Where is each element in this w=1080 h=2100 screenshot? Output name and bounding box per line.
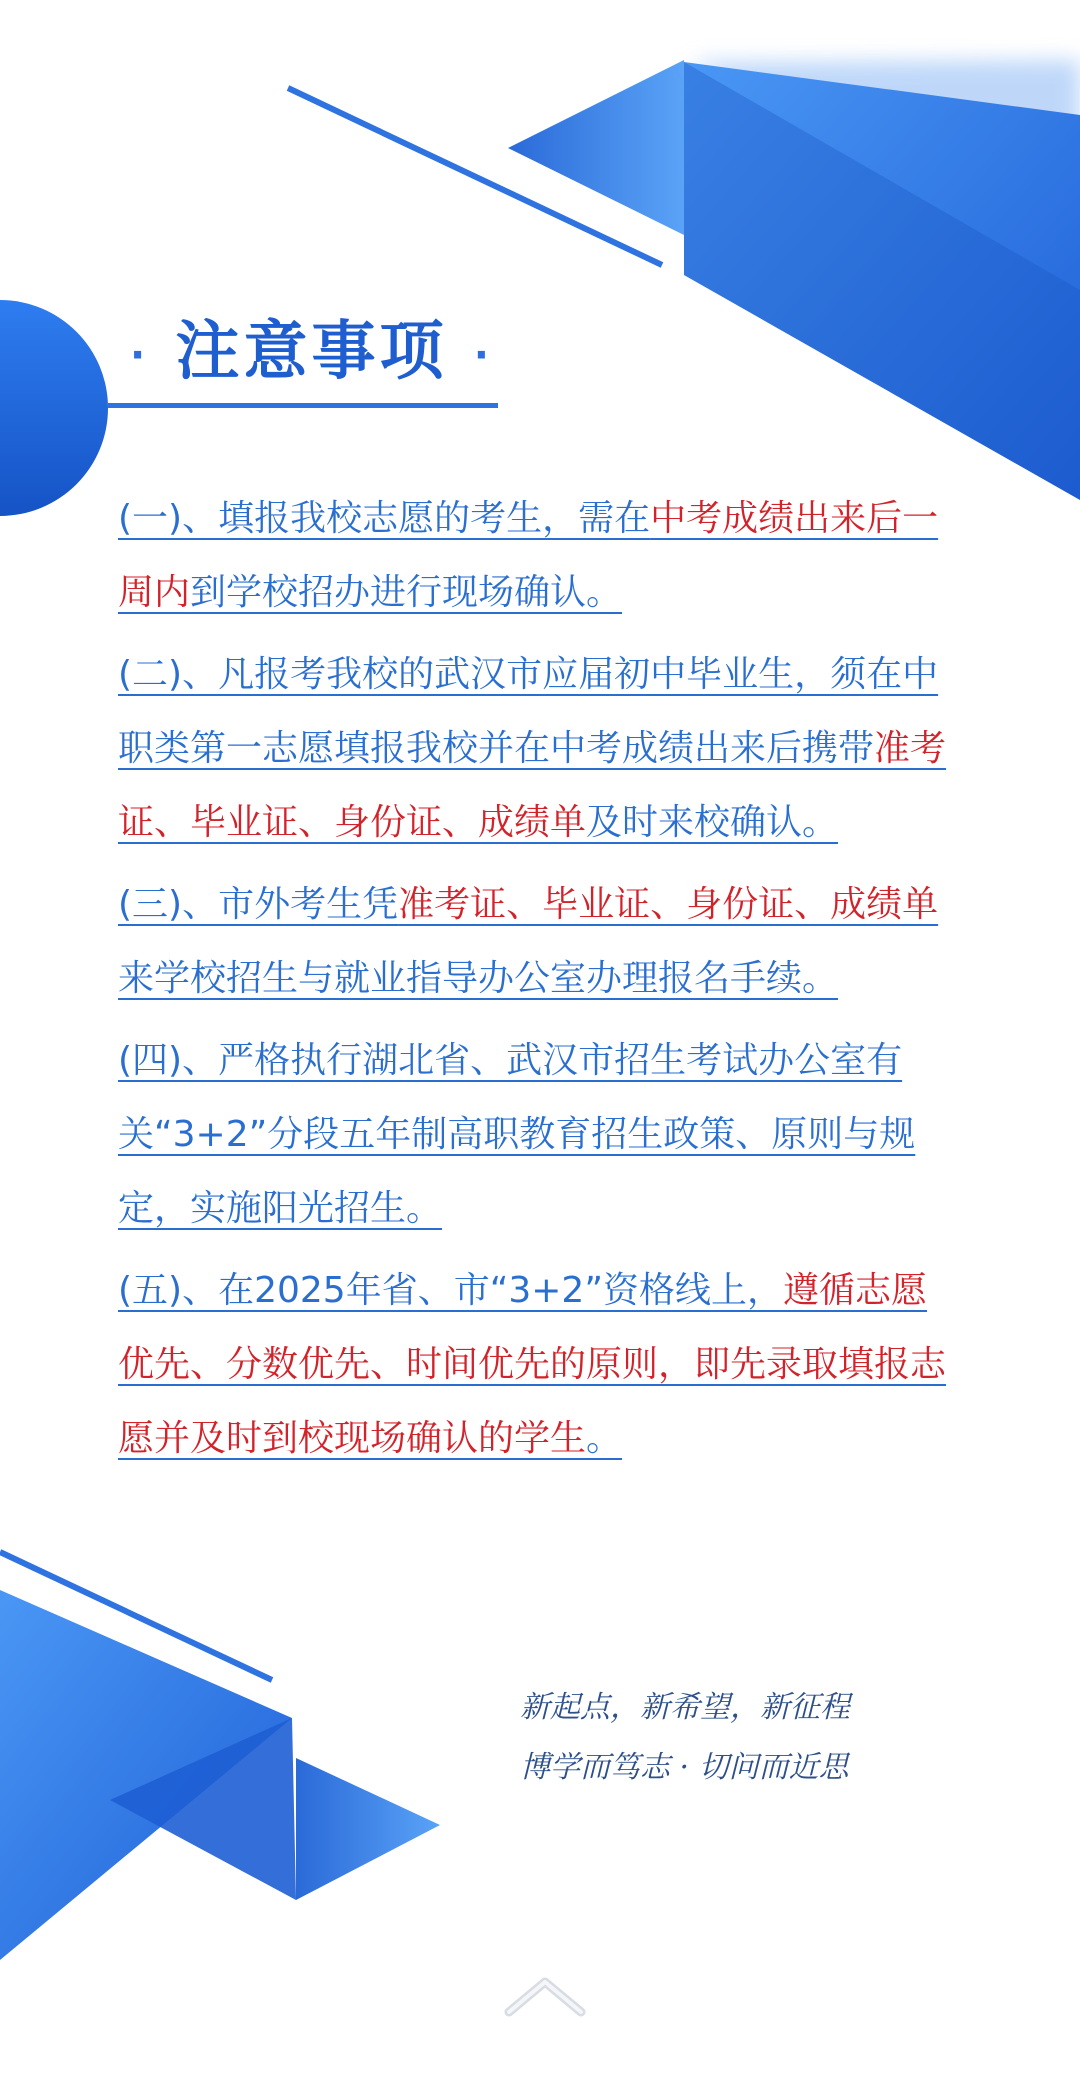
notice-item-3-text: (三)、市外考生凭	[118, 884, 399, 925]
notice-item-5-highlight: 遵循志愿优先、分数优先、时间优先的原则，即先录取填报志愿并及时到校现场确认的学生	[118, 1270, 947, 1459]
title-block	[130, 300, 493, 392]
notice-item-1-suffix: 到学校招办进行现场确认。	[190, 572, 623, 613]
notice-item-3-highlight: 准考证、毕业证、身份证、成绩单	[398, 884, 939, 925]
notice-item-1-text: (一)、填报我校志愿的考生，需在	[118, 498, 651, 539]
notice-item-3-suffix: 来学校招生与就业指导办公室办理报名手续。	[118, 958, 839, 999]
notice-item-4[interactable]	[118, 1024, 958, 1246]
notice-item-2-highlight: 准考证、毕业证、身份证、成绩单	[118, 728, 947, 843]
notice-item-3[interactable]	[118, 868, 958, 1016]
notice-item-2[interactable]	[118, 638, 958, 860]
notice-item-4-text: (四)、严格执行湖北省、武汉市招生考试办公室有关“3+2”分段五年制高职教育招生政策、原则与规定，实施阳光招生。	[118, 1040, 916, 1229]
title-underline	[108, 403, 498, 408]
notice-item-1[interactable]	[118, 482, 958, 630]
title-text: 注意事项	[175, 315, 448, 389]
notice-item-5[interactable]	[118, 1254, 958, 1476]
chevron-up-icon[interactable]	[503, 1972, 587, 2022]
page-title	[130, 300, 493, 392]
notice-item-2-text: (二)、凡报考我校的武汉市应届初中毕业生，须在中职类第一志愿填报我校并在中考成绩出来后携带	[118, 654, 939, 769]
slogan-line-1: 新起点，新希望，新征程	[520, 1690, 850, 1725]
notice-item-1-highlight: 中考成绩出来后一周内	[118, 498, 939, 613]
title-dot-right: ·	[473, 332, 493, 379]
notice-item-2-suffix: 及时来校确认。	[586, 802, 839, 843]
slogan-line-2: 博学而笃志 · 切问而近思	[520, 1750, 849, 1785]
notice-item-5-text: (五)、在2025年省、市“3+2”资格线上，	[118, 1270, 783, 1311]
notice-list	[118, 482, 958, 1484]
title-dot-left: ·	[130, 332, 150, 379]
notice-item-5-suffix: 。	[586, 1418, 623, 1459]
